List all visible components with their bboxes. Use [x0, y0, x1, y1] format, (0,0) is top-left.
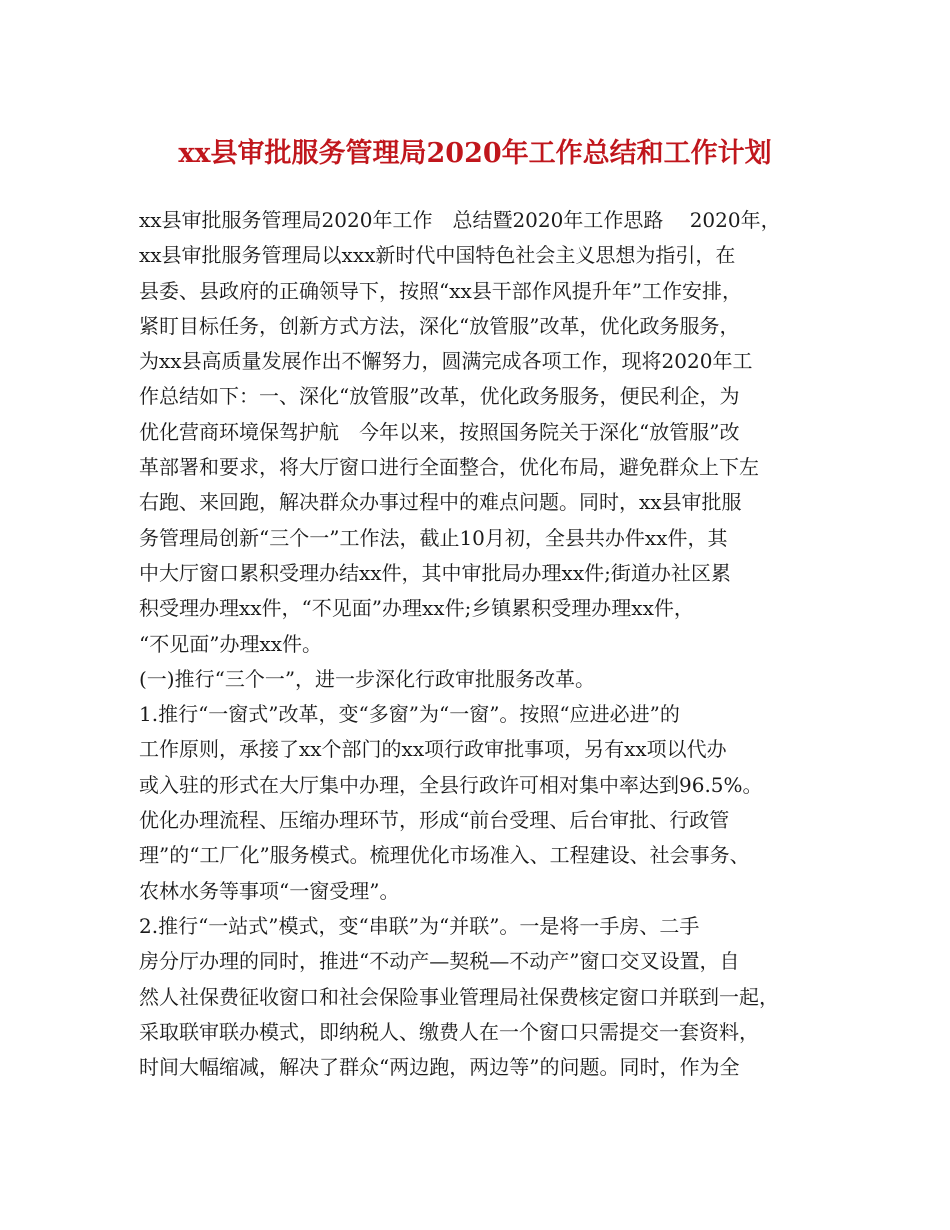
body-line: 采取联审联办模式，即纳税人、缴费人在一个窗口只需提交一套资料，	[139, 1019, 759, 1044]
body-line: 优化营商环境保驾护航 今年以来，按照国务院关于深化“放管服”改	[139, 419, 740, 444]
body-line: 或入驻的形式在大厅集中办理，全县行政许可相对集中率达到96.5%。	[139, 772, 763, 797]
body-line: 为xx县高质量发展作出不懈努力，圆满完成各项工作，现将2020年工	[139, 349, 753, 374]
body-line: 县委、县政府的正确领导下，按照“xx县干部作风提升年”工作安排，	[139, 278, 743, 303]
body-line: “不见面”办理xx件。	[139, 631, 323, 656]
document-body	[139, 203, 829, 1085]
body-line: 2.推行“一站式”模式，变“串联”为“并联”。一是将一手房、二手	[139, 913, 700, 938]
section-heading: (一)推行“三个一”，进一步深化行政审批服务改革。	[139, 666, 596, 691]
body-line: xx县审批服务管理局以xxx新时代中国特色社会主义思想为指引，在	[139, 243, 736, 268]
body-line: 农林水务等事项“一窗受理”。	[139, 878, 400, 903]
body-line: 工作原则，承接了xx个部门的xx项行政审批事项，另有xx项以代办	[139, 737, 727, 762]
body-line: 理”的“工厂化”服务模式。梳理优化市场准入、工程建设、社会事务、	[139, 843, 750, 868]
document-title: xx县审批服务管理局2020年工作总结和工作计划	[178, 138, 772, 169]
body-line: 然人社保费征收窗口和社会保险事业管理局社保费核定窗口并联到一起，	[139, 984, 779, 1009]
body-line: 优化办理流程、压缩办理环节，形成“前台受理、后台审批、行政管	[139, 808, 730, 833]
body-line: 务管理局创新“三个一”工作法，截止10月初，全县共办件xx件，其	[139, 525, 728, 550]
body-line: 作总结如下：一、深化“放管服”改革，优化政务服务，便民利企，为	[139, 384, 740, 409]
body-line: 1.推行“一窗式”改革，变“多窗”为“一窗”。按照“应进必进”的	[139, 702, 680, 727]
body-line: 紧盯目标任务，创新方式方法，深化“放管服”改革，优化政务服务，	[139, 313, 740, 338]
body-line: 时间大幅缩减，解决了群众“两边跑，两边等”的问题。同时，作为全	[139, 1055, 740, 1080]
body-line: 房分厅办理的同时，推进“不动产—契税—不动产”窗口交叉设置，自	[139, 949, 740, 974]
body-line: 革部署和要求，将大厅窗口进行全面整合，优化布局，避免群众上下左	[139, 455, 759, 480]
body-line: xx县审批服务管理局2020年工作 总结暨2020年工作思路 2020年，	[139, 208, 781, 232]
body-line: 右跑、来回跑，解决群众办事过程中的难点问题。同时，xx县审批服	[139, 490, 742, 515]
body-line: 中大厅窗口累积受理办结xx件，其中审批局办理xx件;街道办社区累	[139, 560, 731, 585]
body-line: 积受理办理xx件，“不见面”办理xx件;乡镇累积受理办理xx件，	[139, 596, 694, 621]
